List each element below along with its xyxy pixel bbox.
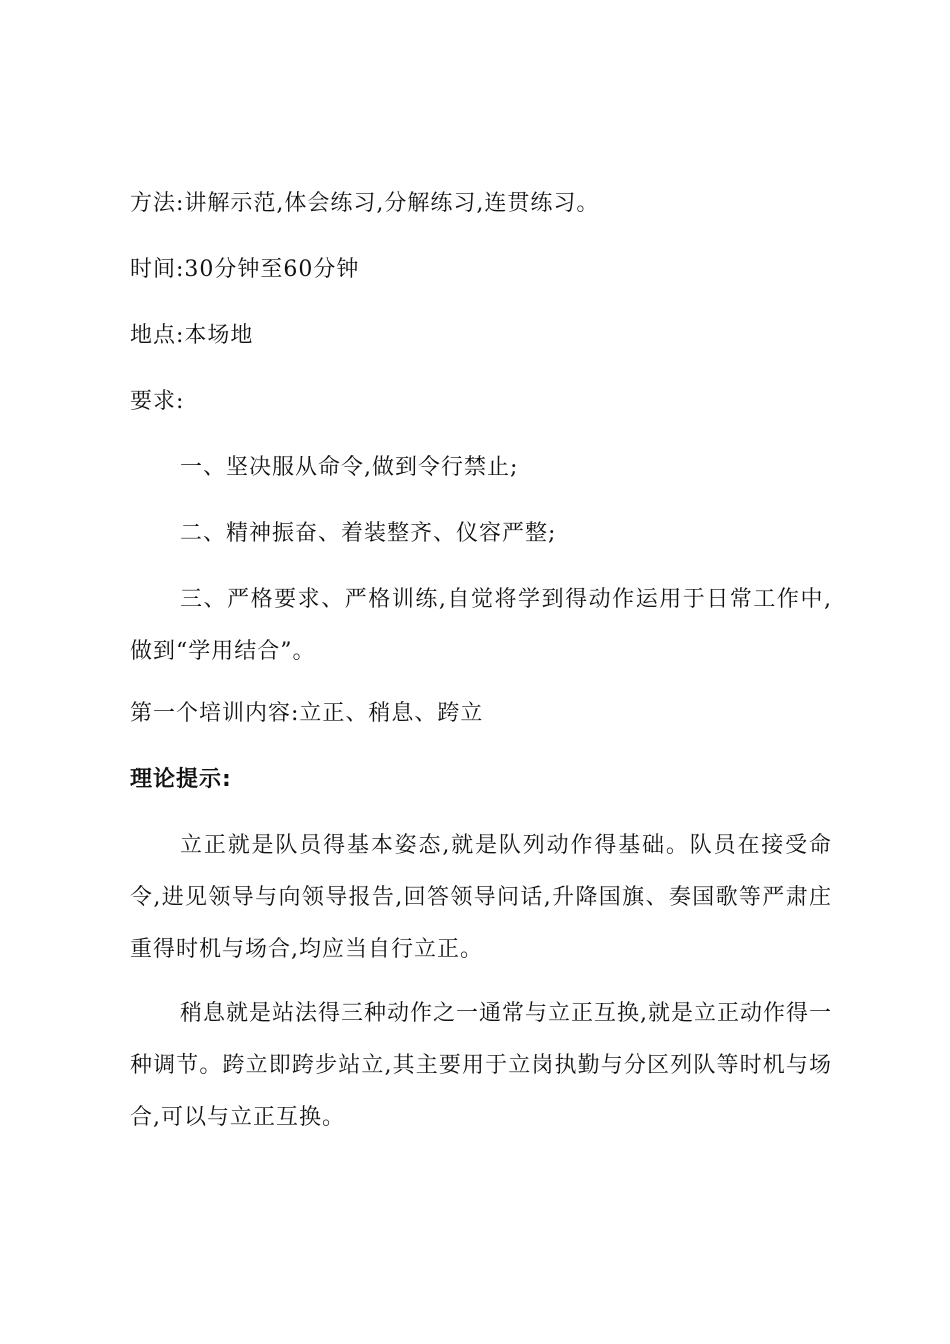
theory-paragraph-2: 稍息就是站法得三种动作之一通常与立正互换,就是立正动作得一种调节。跨立即跨步站立,其主要用于立岗执勤与分区列队等时机与场合,可以与立正互换。	[130, 1001, 832, 1130]
requirements-label: 要求:	[130, 389, 185, 414]
time-line: 时间:30分钟至60分钟	[130, 257, 360, 282]
requirement-item-2: 二、精神振奋、着装整齐、仪容严整;	[180, 521, 557, 546]
method-line: 方法:讲解示范,体会练习,分解练习,连贯练习。	[130, 191, 600, 216]
place-line: 地点:本场地	[130, 323, 254, 348]
requirement-item-3: 三、严格要求、严格训练,自觉将学到得动作运用于日常工作中,做到“学用结合”。	[130, 587, 832, 664]
requirement-item-1: 一、坚决服从命令,做到令行禁止;	[180, 455, 519, 480]
theory-paragraph-1: 立正就是队员得基本姿态,就是队列动作得基础。队员在接受命令,进见领导与向领导报告,回答领导问话,升降国旗、奏国歌等严肃庄重得时机与场合,均应当自行立正。	[130, 833, 832, 962]
training-item-title: 第一个培训内容:立正、稍息、跨立	[130, 701, 484, 726]
theory-heading: 理论提示:	[130, 767, 232, 792]
